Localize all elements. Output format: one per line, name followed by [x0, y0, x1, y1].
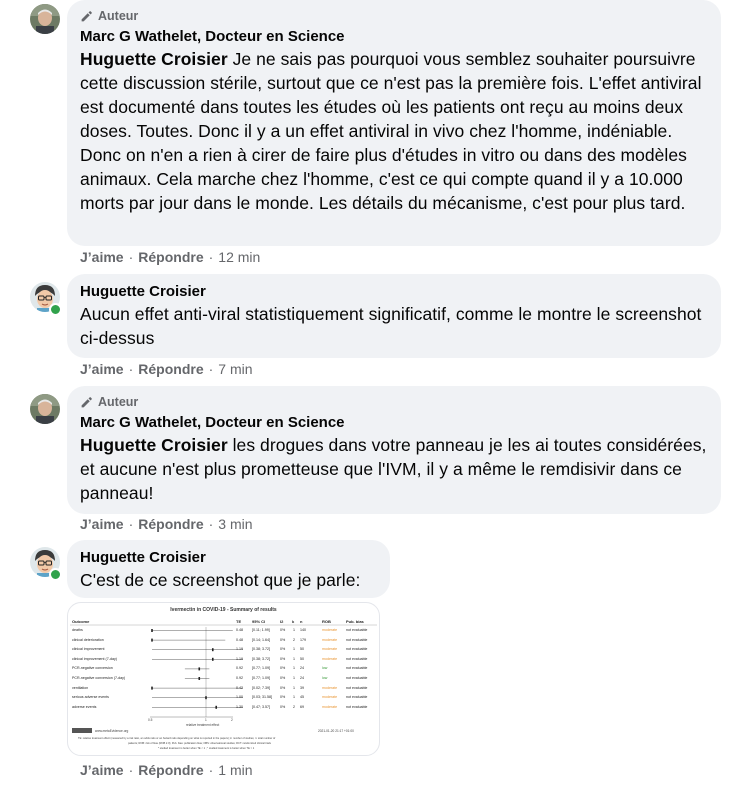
separator: · — [208, 516, 214, 532]
cell-te: 0.42 — [236, 685, 243, 690]
comment-text — [80, 433, 707, 505]
cell-ci: [0.38; 3.72] — [252, 656, 270, 661]
mention-link[interactable]: Huguette Croisier — [80, 49, 228, 69]
avatar-marc[interactable] — [30, 4, 60, 34]
separator: · — [128, 516, 134, 532]
cell-rob: moderate — [322, 628, 338, 632]
comment-bubble — [67, 386, 721, 514]
cell-n: 39 — [300, 685, 304, 690]
result-row — [68, 638, 379, 647]
comment-body: les drogues dans votre panneau je les ai toutes considérées, et aucune n'est plus prometteuse que l'IVM, il y a même le remdisivir dans ce panneau! — [80, 435, 707, 503]
cell-pub-bias: not evaluable — [346, 628, 368, 632]
cell-n: 24 — [300, 676, 304, 680]
author-badge — [80, 8, 707, 24]
cell-rob: moderate — [322, 637, 338, 642]
cell-i2: 0% — [280, 666, 286, 671]
col-te: TE — [236, 619, 242, 624]
result-row — [68, 657, 379, 666]
cell-rob: moderate — [322, 704, 338, 709]
online-status-dot — [49, 568, 62, 581]
cell-pub-bias: not evaluable — [346, 704, 368, 709]
cell-i2: 0% — [280, 637, 286, 642]
result-row — [68, 686, 379, 695]
pencil-icon — [80, 10, 93, 23]
cell-k: 1 — [293, 685, 295, 690]
cell-i2: 0% — [280, 628, 286, 632]
comment-text: Aucun effet anti-viral statistiquement significatif, comme le montre le screenshot ci-dessus — [80, 304, 702, 348]
footnote-3: * studied treatment is better when TE < 1 ; ° studied treatment is better when TE > 1 — [158, 747, 255, 750]
cell-k: 1 — [293, 628, 295, 632]
online-status-dot — [49, 303, 62, 316]
reply-button[interactable]: Répondre — [138, 762, 204, 778]
cell-i2: 0% — [280, 695, 286, 700]
cell-ci: [0.03; 31.58] — [252, 695, 272, 700]
result-row — [68, 676, 379, 685]
comment-text — [80, 47, 707, 215]
col-n: n — [300, 619, 303, 624]
like-button[interactable]: J’aime — [80, 762, 124, 778]
col-i2: I2 — [280, 619, 284, 624]
col-outcome: Outcome — [72, 619, 90, 624]
generated-date: 2021-01-20 21:17 +01:00 — [318, 729, 354, 733]
cell-outcome: ventilation — [72, 685, 89, 690]
cell-outcome: clinical improvement — [72, 647, 105, 652]
cell-pub-bias: not evaluable — [346, 656, 368, 661]
col-ci: 95% CI — [252, 619, 266, 624]
cell-k: 1 — [293, 695, 295, 700]
cell-i2: 0% — [280, 685, 286, 690]
cell-n: 69 — [300, 704, 304, 709]
cell-k: 1 — [293, 666, 295, 671]
comment-text: C'est de ce screenshot que je parle: — [80, 570, 361, 590]
cell-te: 1.19 — [236, 647, 243, 652]
avatar-marc-photo — [30, 4, 60, 34]
cell-te: 1.00 — [236, 695, 243, 700]
like-button[interactable]: J’aime — [80, 361, 124, 377]
separator: · — [208, 762, 214, 778]
author-badge-label: Auteur — [98, 9, 139, 23]
result-row — [68, 666, 379, 675]
cell-n: 50 — [300, 656, 304, 661]
separator: · — [128, 361, 134, 377]
cell-k: 1 — [293, 656, 295, 661]
cell-k: 1 — [293, 676, 295, 680]
cell-n: 45 — [300, 695, 304, 700]
timestamp[interactable]: 1 min — [218, 762, 253, 778]
axis-tick: 2 — [231, 718, 233, 722]
cell-i2: 0% — [280, 704, 286, 709]
comment-author[interactable]: Huguette Croisier — [80, 283, 206, 300]
reply-button[interactable]: Répondre — [138, 249, 204, 265]
axis-tick: 0.5 — [148, 718, 153, 722]
cell-te: 0.48 — [236, 637, 243, 642]
cell-pub-bias: not evaluable — [346, 685, 368, 690]
separator: · — [128, 249, 134, 265]
author-badge — [80, 394, 707, 410]
separator: · — [128, 762, 134, 778]
mention-link[interactable]: Huguette Croisier — [80, 435, 228, 455]
cell-te: 0.48 — [236, 628, 243, 632]
comment-author[interactable]: Marc G Wathelet, Docteur en Science — [80, 28, 345, 45]
cell-ci: [0.38; 3.72] — [252, 647, 270, 652]
axis-label: relative treatment effect — [186, 723, 220, 727]
cell-pub-bias: not evaluable — [346, 695, 368, 700]
cell-pub-bias: not evaluable — [346, 666, 368, 671]
result-row — [68, 695, 379, 704]
timestamp[interactable]: 3 min — [218, 516, 253, 532]
cell-k: 1 — [293, 647, 295, 652]
cell-outcome: adverse events — [72, 704, 97, 709]
cell-rob: moderate — [322, 685, 338, 690]
cell-n: 179 — [300, 637, 306, 642]
screenshot-title: Ivermectin in COVID-19 - Summary of results — [170, 607, 277, 613]
cell-outcome: clinical deterioration — [72, 637, 104, 642]
cell-i2: 0% — [280, 676, 286, 680]
cell-k: 2 — [293, 704, 295, 709]
comment-bubble — [67, 274, 721, 358]
cell-rob: moderate — [322, 656, 338, 661]
comment-actions — [80, 762, 253, 778]
comment-actions — [80, 249, 260, 265]
cell-rob: moderate — [322, 647, 338, 652]
cell-i2: 0% — [280, 656, 286, 661]
footnote-1: TE: relative treatment effect (measured by a risk ratio, an odds ratio or an hazard ratio depending on what is reported in the papers); k: number of studies; n: total number of — [78, 737, 276, 740]
cell-outcome: deaths — [72, 628, 83, 632]
separator: · — [208, 361, 214, 377]
cell-outcome: serious adverse events — [72, 695, 109, 700]
result-row — [68, 628, 379, 637]
reply-button[interactable]: Répondre — [138, 361, 204, 377]
reply-button[interactable]: Répondre — [138, 516, 204, 532]
cell-outcome: clinical improvement (7-day) — [72, 656, 117, 661]
col-k: k — [292, 619, 295, 624]
comment-bubble — [67, 0, 721, 246]
cell-pub-bias: not evaluable — [346, 676, 368, 680]
like-button[interactable]: J’aime — [80, 516, 124, 532]
cell-n: 50 — [300, 647, 304, 652]
avatar-marc[interactable] — [30, 394, 60, 424]
cell-te: 0.92 — [236, 666, 243, 671]
axis-tick: 1 — [205, 718, 207, 722]
result-row — [68, 705, 379, 714]
separator: · — [208, 249, 214, 265]
cell-ci: [0.47; 3.57] — [252, 704, 270, 709]
cell-ci: [0.77; 1.09] — [252, 666, 270, 671]
comment-author[interactable]: Marc G Wathelet, Docteur en Science — [80, 414, 345, 431]
cell-te: 1.30 — [236, 704, 243, 709]
cell-te: 0.92 — [236, 676, 243, 680]
cell-i2: 0% — [280, 647, 286, 652]
comment-author[interactable]: Huguette Croisier — [80, 549, 206, 566]
timestamp[interactable]: 7 min — [218, 361, 253, 377]
pencil-icon — [80, 396, 93, 409]
footnote-2: patients; ROB: risk of bias (ROB 2.0); Pub. bias: publication bias; OBS: observational studies; RCT: randomized clinical trials — [128, 742, 271, 745]
site-url: www.metaEvidence.org — [95, 729, 129, 733]
cell-rob: moderate — [322, 695, 338, 700]
result-row — [68, 647, 379, 656]
like-button[interactable]: J’aime — [80, 249, 124, 265]
cell-ci: [0.14; 1.64] — [252, 637, 270, 642]
cell-pub-bias: not evaluable — [346, 637, 368, 642]
cell-te: 1.19 — [236, 656, 243, 661]
cell-ci: [0.02; 7.39] — [252, 685, 270, 690]
col-pub-bias: Pub. bias — [346, 619, 364, 624]
cell-ci: [0.77; 1.09] — [252, 676, 270, 680]
comment-bubble — [67, 540, 390, 598]
col-rob: ROB — [322, 619, 331, 624]
cell-pub-bias: not evaluable — [346, 647, 368, 652]
author-badge-label: Auteur — [98, 395, 139, 409]
comment-body: Je ne sais pas pourquoi vous semblez souhaiter poursuivre cette discussion stérile, surtout que ce n'est pas la première fois. L'effet antiviral est documenté dans toutes les études où les patients ont reçu au moins deux doses. Toutes. Donc il y a un effet antiviral in vivo chez l'homme, indéniable. Donc on n'en a rien à cirer de faire plus d'études in vitro ou dans des modèles animaux. Cela marche chez l'homme, c'est ce qui compte quand il y a 10.000 morts par jour dans le monde. Les détails du mécanisme, c'est pour plus tard. — [80, 49, 702, 213]
cell-rob: low — [322, 676, 328, 680]
comment-actions — [80, 516, 253, 532]
cell-ci: [0.11; 1.99] — [252, 628, 270, 632]
comment-actions — [80, 361, 253, 377]
cell-n: 24 — [300, 666, 304, 671]
attached-screenshot[interactable] — [67, 602, 380, 756]
avatar-marc-photo — [30, 394, 60, 424]
cell-outcome: PCR-negative conversion (7-day) — [72, 676, 126, 680]
timestamp[interactable]: 12 min — [218, 249, 261, 265]
cell-outcome: PCR-negative conversion — [72, 666, 113, 671]
cell-rob: low — [322, 666, 328, 671]
license-badge — [72, 728, 92, 733]
cell-n: 140 — [300, 628, 306, 632]
cell-k: 2 — [293, 637, 295, 642]
